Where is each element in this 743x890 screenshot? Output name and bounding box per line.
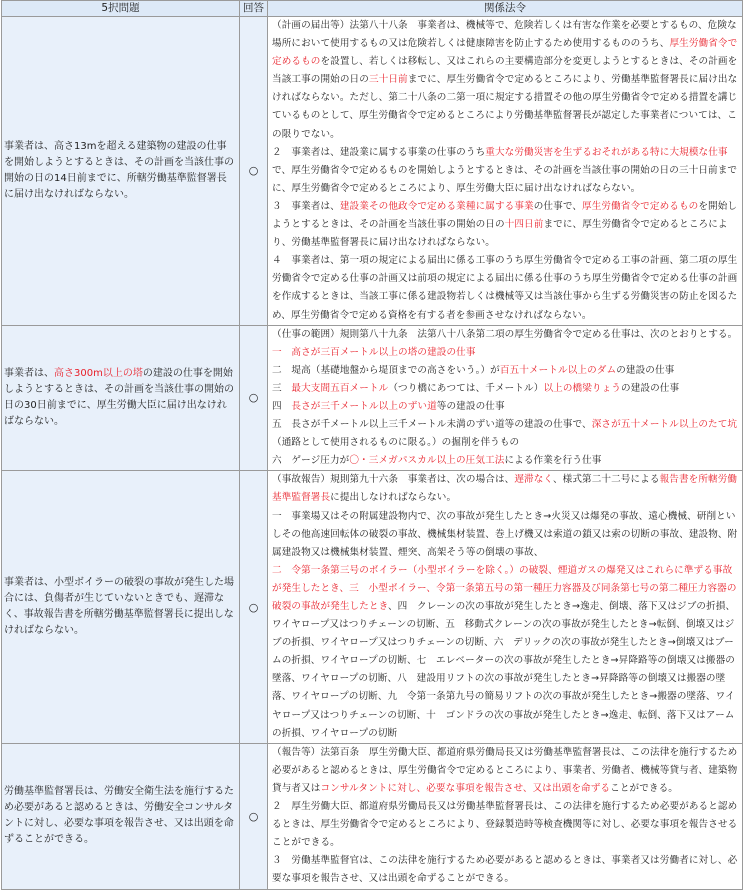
highlighted-text: 以上の橋梁りょう <box>543 382 621 394</box>
law-text: に提出しなければならない。 <box>330 492 457 504</box>
table-row <box>2 17 743 326</box>
law-text: ことができる。 <box>610 782 678 794</box>
question-cell: 労働基準監督署長は、労働安全衛生法を施行するため必要があると認めるときは、労働安全コンサルタントに対し、必要な事項を報告させ、又は出頭を命ずることができる。 <box>2 743 240 889</box>
highlighted-text: 報告書を所轄労働基準監督署長 <box>272 474 738 504</box>
law-text: （計画の届出等）法第八十八条 事業者は、機械等で、危険若しくは有害な作業を必要とするもの、危険な場所において使用するもの又は危険若しくは健康障害を防止するため使用するもののうち、 <box>272 20 737 50</box>
table-header-row <box>2 1 743 17</box>
law-cell <box>268 325 743 471</box>
answer-cell: ○ <box>240 743 268 889</box>
law-text: ２ 事業者は、建設業に属する事業の仕事のうち <box>272 146 486 158</box>
law-cell <box>268 17 743 326</box>
question-cell: 事業者は、高さ13mを超える建築物の建設の仕事を開始しようとするときは、その計画を当該仕事の開始の日の14日前までに、所轄労働基準監督署長に届け出なければならない。 <box>2 17 240 326</box>
law-cell <box>268 743 743 889</box>
highlighted-text: 重大な労働災害を生ずるおそれがある特に大規模な仕事 <box>485 146 728 158</box>
question-cell <box>2 325 240 471</box>
question-cell: 事業者は、小型ボイラーの破裂の事故が発生した場合には、負傷者が生じていないときでも、遅滞なく、事故報告書を所轄労働基準監督署長に提出しなければならない。 <box>2 471 240 743</box>
law-text: 六 ゲージ圧力が <box>272 455 350 467</box>
answer-cell: ○ <box>240 471 268 743</box>
highlighted-text: 〇・三メガパスカル以上の圧気工法 <box>349 455 505 467</box>
answer-cell: ○ <box>240 325 268 471</box>
table-row <box>2 471 743 743</box>
law-text: 四 <box>272 400 292 412</box>
header-law: 関係法令 <box>268 1 743 17</box>
law-text: ２ 厚生労働大臣、都道府県労働局長又は労働基準監督署長は、この法律を施行するため必要があると認めるときは、厚生労働省令で定めるところにより、登録製造時等検査機関等に対し、必要な事項を報告させることができる。 <box>272 801 738 849</box>
law-text: （つり橋にあつては、千メートル） <box>388 382 544 394</box>
table-row <box>2 325 743 471</box>
law-text: 等の建設の仕事 <box>436 400 505 412</box>
header-answer: 回答 <box>240 1 268 17</box>
law-text: （通路として使用されるものに限る。）の掘削を伴うもの <box>272 437 520 449</box>
law-text: 三 <box>272 382 292 394</box>
highlighted-text: 十四日前 <box>504 219 544 231</box>
law-text: 二 堤高（基礎地盤から堤頂までの高さをいう。）が <box>272 364 500 376</box>
law-text: までに、厚生労働省令で定めるところにより、労働基準監督署長に届け出なければならない。ただし、第二十八条の二第一項に規定する措置その他の厚生労働省令で定める措置を講じているものとして、厚生労働省令で定めるところにより労働基準監督署長が認定した事業者については、この限りでない。 <box>272 74 738 140</box>
law-text: （事故報告）規則第九十六条 事業者は、次の場合は、 <box>272 474 515 486</box>
law-text: 、様式第二十二号による <box>552 474 660 486</box>
law-cell <box>268 471 743 743</box>
highlighted-text: 厚生労働省令で定めるもの <box>582 200 699 212</box>
law-text: の仕事で、 <box>533 200 583 212</box>
law-text: で、厚生労働省令で定めるものを開始しようとするときは、その計画を当該仕事の開始の日の三十日前までに、厚生労働省令で定めるところにより、厚生労働大臣に届け出なければならない。 <box>272 164 738 194</box>
highlighted-text: 深さが五十メートル以上のたて坑 <box>591 419 738 431</box>
law-text: 一 事業場又はその附属建設物内で、次の事故が発生したとき→火災又は爆発の事故、遠心機械、研削といしその他高速回転体の破裂の事故、機械集材装置、巻上げ機又は索道の鎖又は索の切断の事故、建設物、附属建設物又は機械集材装置、煙突、高架そう等の倒壊の事故、 <box>272 510 738 558</box>
highlighted-text: 高さ300m以上の塔 <box>54 367 143 379</box>
highlighted-text: コンサルタントに対し、必要な事項を報告させ、又は出頭を命ずる <box>320 782 611 794</box>
highlighted-text: 二 令第一条第三号のボイラー（小型ボイラーを除く。）の破裂、煙道ガスの爆発又はこれらに準ずる事故が発生したとき、三 小型ボイラー、令第一条第五号の第一種圧力容器及び同条第七号の第二種圧力容器の破裂の事故が発生したとき <box>272 564 737 612</box>
table-row <box>2 743 743 889</box>
law-text: の建設の仕事 <box>616 364 675 376</box>
law-text: （仕事の範囲）規則第八十九条 法第八十八条第二項の厚生労働省令で定める仕事は、次のとおりとする。 <box>272 328 738 340</box>
law-text: （報告等）法第百条 厚生労働大臣、都道府県労働局長又は労働基準監督署長は、この法律を施行するため必要があると認めるときは、厚生労働省令で定めるところにより、事業者、労働者、機械等貸与者、建築物貸与者又は <box>272 746 738 794</box>
law-text: 事業者は、 <box>4 367 54 379</box>
law-text: の建設の仕事を開始しようとするときは、その計画を当該仕事の開始の日の30日前までに、厚生労働大臣に届け出なければならない。 <box>4 367 234 427</box>
law-text: ３ 労働基準監督官は、この法律を施行するため必要があると認めるときは、事業者又は労働者に対し、必要な事項を報告させ、又は出頭を命ずることができる。 <box>272 855 738 885</box>
highlighted-text: 三十日前 <box>368 74 408 86</box>
highlighted-text: 遅滞なく <box>514 474 553 486</box>
law-text: ４ 事業者は、第一項の規定による届出に係る工事のうち厚生労働省令で定める工事の計画、第二項の厚生労働省令で定める仕事の計画又は前項の規定による届出に係る仕事のうち厚生労働省令で定める仕事の計画を作成するときは、当該工事に係る建設物若しくは機械等又は当該仕事から生ずる労働災害の防止を図るため、厚生労働省令で定める資格を有する者を参画させなければならない。 <box>272 255 738 321</box>
law-text: 、四 クレーンの次の事故が発生したとき→逸走、倒壊、落下又はジブの折損、ワイヤロープ又はつりチェーンの切断、五 移動式クレーンの次の事故が発生したとき→転倒、倒壊又はジブの折損、ワイヤロープ又はつりチェーンの切断、六 デリックの次の事故が発生したとき→倒壊又はブームの折損、ワイヤロープの切断、七 エレベーターの次の事故が発生したとき→昇降路等の倒壊又は搬器の墜落、ワイヤロープの切断、八 建設用リフトの次の事故が発生したとき→昇降路等の倒壊又は搬器の墜落、ワイヤロープの切断、九 令第一条第九号の簡易リフトの次の事故が発生したとき→搬器の墜落、ワイヤロープ又はつりチェーンの切断、十 ゴンドラの次の事故が発生したとき→逸走、転倒、落下又はアームの折損、ワイヤロープの切断 <box>272 601 736 739</box>
highlighted-text: 建設業その他政令で定める業種に属する事業 <box>339 200 534 212</box>
highlighted-text: 一 高さが三百メートル以上の塔の建設の仕事 <box>272 346 476 358</box>
law-text: 五 長さが千メートル以上三千メートル未満のずい道等の建設の仕事で、 <box>272 419 592 431</box>
law-text: による作業を行う仕事 <box>504 455 602 467</box>
highlighted-text: 百五十メートル以上のダム <box>499 364 617 376</box>
header-question: 5択問題 <box>2 1 240 17</box>
law-text: を設置し、若しくは移転し、又はこれらの主要構造部分を変更しようとするときは、その計画を当該工事の開始の日の <box>272 56 738 86</box>
law-text: までに、厚生労働省令で定めるところにより、労働基準監督署長に届け出なければならない。 <box>272 219 728 249</box>
answer-cell: ○ <box>240 17 268 326</box>
highlighted-text: 長さが三千メートル以上のずい道 <box>291 400 437 412</box>
highlighted-text: 厚生労働省令で定めるもの <box>272 38 738 68</box>
law-text: ３ 事業者は、 <box>272 200 340 212</box>
law-text: を開始しようとするときは、その計画を当該仕事の開始の日の <box>272 200 738 231</box>
highlighted-text: 最大支間五百メートル <box>291 382 389 394</box>
law-text: の建設の仕事 <box>621 382 680 394</box>
law-question-table <box>1 0 743 890</box>
